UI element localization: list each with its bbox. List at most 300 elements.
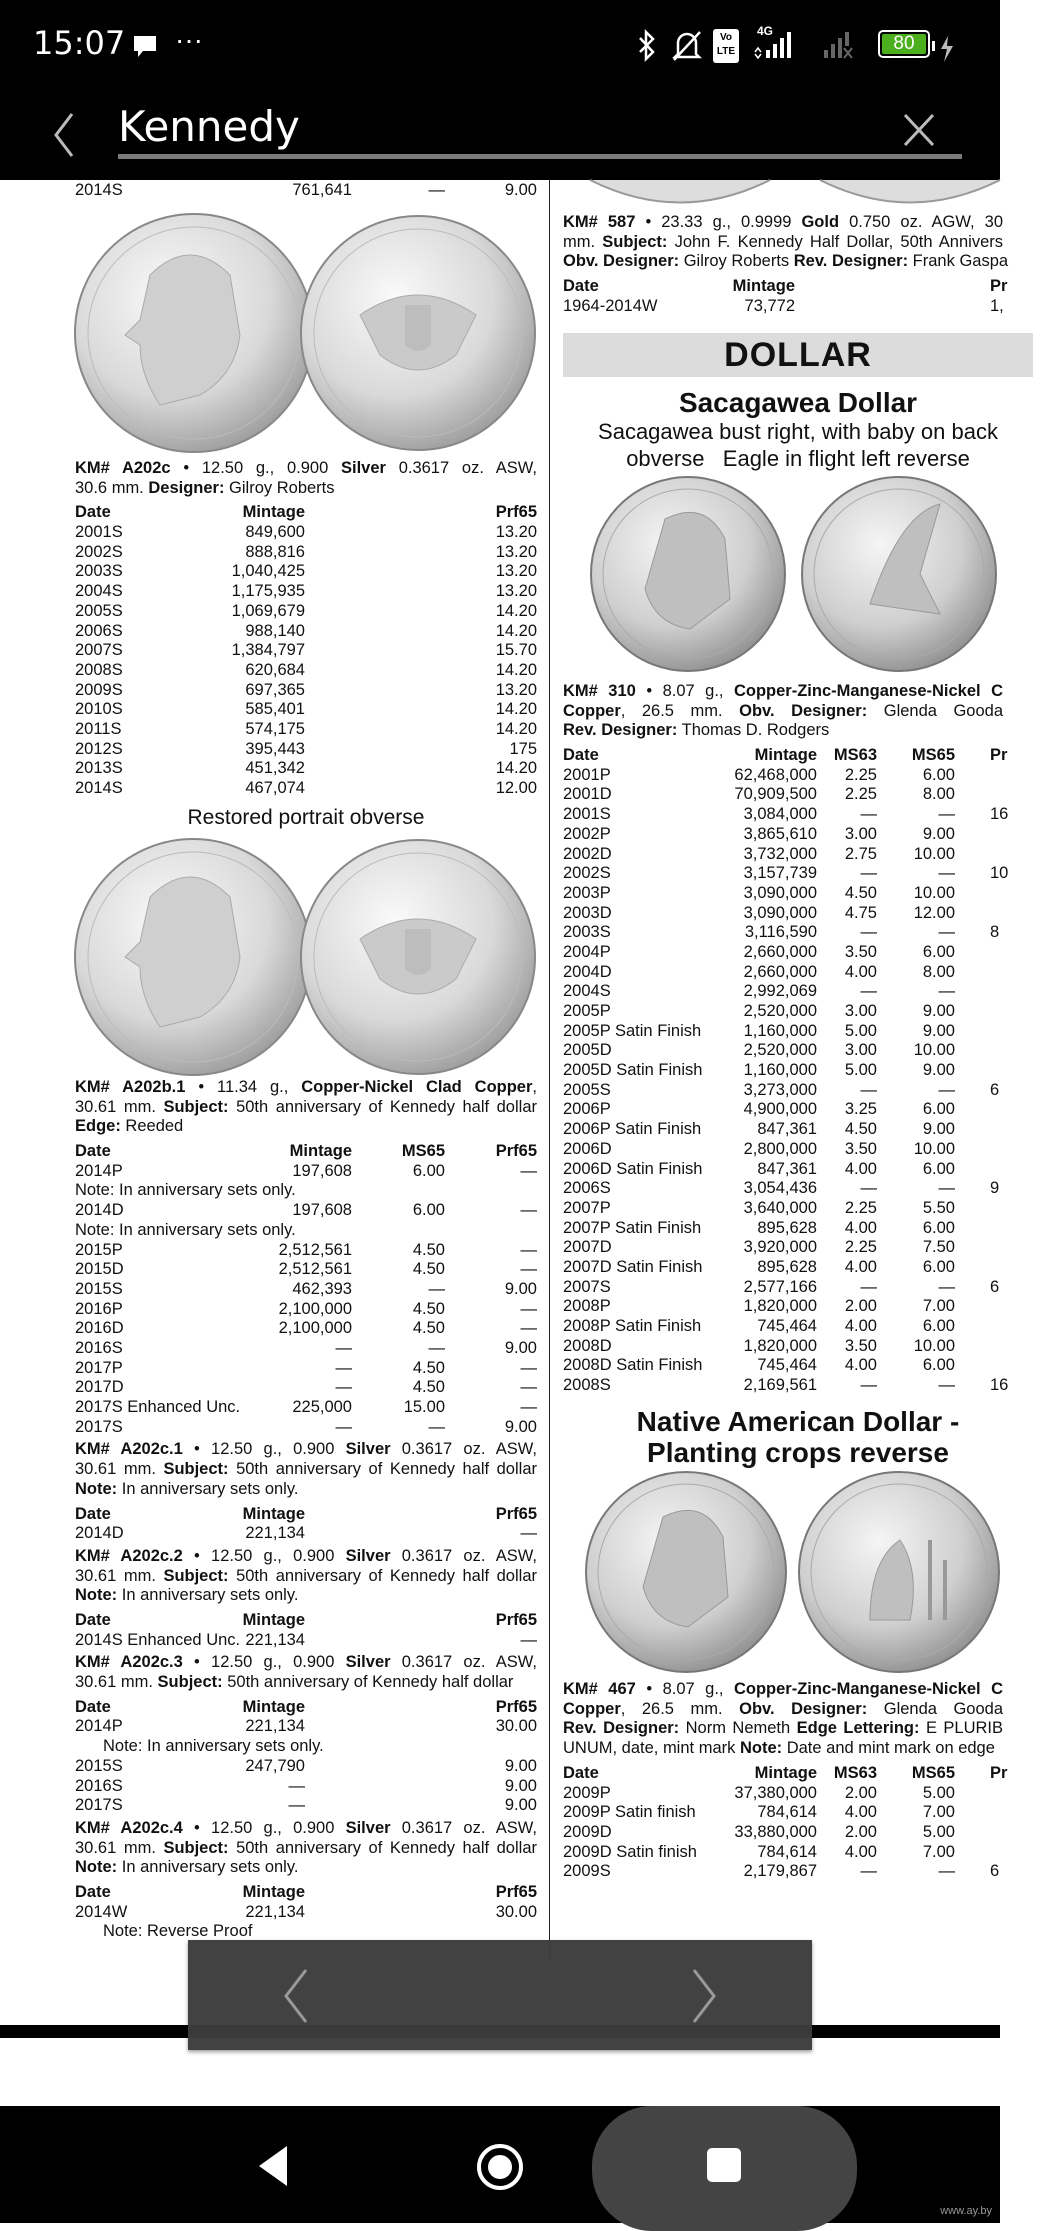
description-line xyxy=(75,1839,537,1859)
cell-prf65: — xyxy=(520,1201,537,1220)
cell-ms63: 2.00 xyxy=(844,1822,877,1841)
cell-date: 2016P xyxy=(75,1299,123,1318)
network-type: 4G xyxy=(757,24,774,38)
table-row xyxy=(563,1061,1043,1081)
header-date: Date xyxy=(75,1697,111,1716)
table-row xyxy=(75,1398,537,1418)
watermark: www.ay.by xyxy=(940,2205,992,2217)
description-line xyxy=(563,1700,1003,1720)
table-row xyxy=(563,943,1043,963)
description-label: Subject: xyxy=(163,1838,229,1857)
cell-ms65: — xyxy=(938,1376,955,1395)
cell-mintage: 3,865,610 xyxy=(743,824,817,843)
description-label: Subject: xyxy=(157,1673,223,1692)
cell-mintage: 73,772 xyxy=(744,296,795,315)
description-text: 0.750 oz. AGW, 30 xyxy=(839,213,1003,231)
description-text: • 12.50 g., 0.900 xyxy=(182,1546,346,1565)
header-prf65: Prf65 xyxy=(495,1883,537,1902)
cell-date: 2004D xyxy=(563,962,612,981)
description-label: Copper-Nickel Clad Copper xyxy=(301,1078,533,1096)
cell-ms63: 4.00 xyxy=(844,962,877,981)
description-text: Glenda Gooda xyxy=(867,701,1004,720)
coin-description xyxy=(563,682,1043,741)
table-row xyxy=(563,805,1043,825)
table-row xyxy=(563,1784,1043,1804)
description-text: UNUM, date, mint mark xyxy=(563,1739,740,1758)
description-text: 50th anniversary of Kennedy half dollar xyxy=(228,1460,537,1479)
cell-mintage: 620,684 xyxy=(245,660,305,679)
cell-date: 2014S Enhanced Unc. xyxy=(75,1630,241,1649)
description-label: Obv. Designer: xyxy=(739,1699,868,1718)
description-text: 0.3617 oz. ASW, xyxy=(390,1440,538,1459)
native-american-heading xyxy=(563,1406,1033,1468)
description-line xyxy=(563,721,1003,741)
left-column xyxy=(75,0,537,2030)
cell-mintage: 1,069,679 xyxy=(231,601,305,620)
mintage-table xyxy=(75,1698,537,1816)
cell-mintage: 784,614 xyxy=(757,1842,817,1861)
table-header xyxy=(563,1764,1043,1784)
cell-date: 2016S xyxy=(75,1776,123,1795)
table-row xyxy=(563,1823,1043,1843)
cell-ms63: 5.00 xyxy=(844,1061,877,1080)
description-text: Thomas D. Rodgers xyxy=(677,721,830,740)
cell-prf65: 14.20 xyxy=(495,621,537,640)
cell-ms65: 7.00 xyxy=(922,1297,955,1316)
cell-date: 2007S xyxy=(75,641,123,660)
cell-mintage: 3,920,000 xyxy=(743,1238,817,1257)
table-row xyxy=(75,1757,537,1777)
cell-date: 2003S xyxy=(75,562,123,581)
cell-mintage: 221,134 xyxy=(245,1524,305,1543)
back-button[interactable] xyxy=(255,2144,295,2190)
table-row xyxy=(75,779,537,799)
cell-mintage: — xyxy=(335,1358,352,1377)
header-mintage: Mintage xyxy=(242,503,305,522)
header-ms63: MS63 xyxy=(833,746,877,765)
cell-prf65: 14.20 xyxy=(495,719,537,738)
mintage-table xyxy=(75,1142,537,1437)
cell-date: 2003D xyxy=(563,903,612,922)
cell-date: 2014S xyxy=(75,181,123,199)
cell-ms65: 9.00 xyxy=(922,1061,955,1080)
cell-ms65: 7.00 xyxy=(922,1842,955,1861)
cell-prf65: 13.20 xyxy=(495,582,537,601)
coin-obverse-image xyxy=(586,1472,786,1672)
cell-mintage: 1,040,425 xyxy=(231,562,305,581)
table-row xyxy=(563,864,1043,884)
description-label: Subject: xyxy=(602,232,668,251)
cell-mintage: 197,608 xyxy=(292,1161,352,1180)
cell-mintage: 395,443 xyxy=(245,739,305,758)
cell-date: 2008D Satin Finish xyxy=(563,1356,703,1375)
description-line xyxy=(563,213,1003,233)
table-row xyxy=(75,759,537,779)
cell-date: 1964-2014W xyxy=(563,296,658,315)
header-mintage: Mintage xyxy=(754,746,817,765)
cell-ms65: 6.00 xyxy=(412,1201,445,1220)
header-mintage: Mintage xyxy=(242,1611,305,1630)
cell-prf: 10 xyxy=(990,864,1009,883)
table-note: Note: In anniversary sets only. xyxy=(75,1181,296,1200)
description-text: • 8.07 g., xyxy=(635,682,734,700)
cell-mintage: 1,820,000 xyxy=(743,1336,817,1355)
cell-ms63: 4.00 xyxy=(844,1356,877,1375)
mintage-table xyxy=(75,1883,537,1942)
cell-ms65: 7.00 xyxy=(922,1803,955,1822)
cell-ms65: — xyxy=(938,923,955,942)
cell-mintage: 197,608 xyxy=(292,1201,352,1220)
cell-prf: 6 xyxy=(990,1277,1000,1296)
table-row xyxy=(563,766,1043,786)
cell-prf: 16 xyxy=(990,805,1009,824)
header-mintage: Mintage xyxy=(732,277,795,296)
description-text: 30.61 mm. xyxy=(75,1838,164,1857)
cell-prf65: 175 xyxy=(509,739,537,758)
sacagawea-subtitle-2: obverse Eagle in flight left reverse xyxy=(626,446,970,471)
cell-ms63: — xyxy=(860,805,877,824)
header-ms63: MS63 xyxy=(833,1763,877,1782)
cell-date: 2003P xyxy=(563,883,611,902)
table-row xyxy=(75,1359,537,1379)
description-label: Silver xyxy=(345,1440,391,1459)
header-date: Date xyxy=(75,503,111,522)
cell-ms63: 4.00 xyxy=(844,1218,877,1237)
cell-ms65: 9.00 xyxy=(922,824,955,843)
cell-prf: 16 xyxy=(990,1376,1009,1395)
cell-ms65: 6.00 xyxy=(922,942,955,961)
header-ms65: MS65 xyxy=(911,746,955,765)
cell-prf65: — xyxy=(520,1299,537,1318)
cell-ms63: 3.00 xyxy=(844,1002,877,1021)
table-row xyxy=(563,1081,1043,1101)
cell-ms63: 4.00 xyxy=(844,1159,877,1178)
cell-ms65: — xyxy=(938,1080,955,1099)
description-label: Rev. Designer: xyxy=(563,1719,680,1738)
description-text: 0.3617 oz. ASW, xyxy=(390,1546,538,1565)
description-label: Note: xyxy=(75,1479,118,1498)
cell-mintage: 467,074 xyxy=(245,779,305,798)
cell-ms63: — xyxy=(860,1376,877,1395)
description-label: Silver xyxy=(341,459,386,477)
description-text: Date and mint mark on edge xyxy=(782,1739,995,1758)
table-row xyxy=(563,825,1043,845)
cell-date: 2017S xyxy=(75,1417,123,1436)
description-label: KM# A202c.2 xyxy=(75,1546,183,1565)
table-row xyxy=(563,1002,1043,1022)
description-line xyxy=(75,1117,537,1137)
native-title-2: Planting crops reverse xyxy=(647,1437,949,1468)
description-label: Copper xyxy=(563,701,621,720)
cell-ms65: 10.00 xyxy=(913,844,955,863)
description-line xyxy=(75,1098,537,1118)
header-mintage: Mintage xyxy=(242,1504,305,1523)
cell-date: 2016D xyxy=(75,1319,124,1338)
cell-date: 2014P xyxy=(75,1161,123,1180)
cell-mintage: 784,614 xyxy=(757,1803,817,1822)
carryover-row xyxy=(75,181,537,201)
description-label: Silver xyxy=(345,1818,391,1837)
cell-date: 2007S xyxy=(563,1277,611,1296)
description-label: Note: xyxy=(75,1858,118,1877)
cell-ms63: 5.00 xyxy=(844,1021,877,1040)
cell-date: 2005D xyxy=(563,1041,612,1060)
table-row xyxy=(563,1317,1043,1337)
cell-prf65: 12.00 xyxy=(495,779,537,798)
cell-mintage: 451,342 xyxy=(245,759,305,778)
cell-date: 2015S xyxy=(75,1279,123,1298)
cell-ms63: 3.25 xyxy=(844,1100,877,1119)
cell-prf65: — xyxy=(520,1398,537,1417)
cell-mintage: 1,160,000 xyxy=(743,1061,817,1080)
table-row xyxy=(563,1100,1043,1120)
cell-ms63: — xyxy=(860,923,877,942)
table-row xyxy=(75,1280,537,1300)
description-text: 50th anniversary of Kennedy half dollar xyxy=(228,1566,537,1585)
header-prf: Pr xyxy=(990,277,1008,296)
coin-reverse-image xyxy=(802,477,996,671)
cell-mintage: 988,140 xyxy=(245,621,305,640)
kennedy-2017-coin-images xyxy=(0,832,462,1078)
mintage-table xyxy=(563,1764,1043,1882)
description-text: 30.6 mm. xyxy=(75,478,149,497)
description-label: Edge: xyxy=(75,1117,121,1136)
cell-ms63: 3.50 xyxy=(844,1139,877,1158)
table-row xyxy=(563,963,1043,983)
description-label: KM# A202b.1 xyxy=(75,1078,186,1096)
description-text: Gilroy Roberts xyxy=(224,478,335,497)
table-row xyxy=(75,1339,537,1359)
cell-date: 2009P xyxy=(563,1783,611,1802)
cell-prf: 9 xyxy=(990,1179,1000,1198)
description-text: 50th anniversary of Kennedy half dollar xyxy=(222,1673,514,1692)
coin-description xyxy=(75,1078,537,1137)
sacagawea-title: Sacagawea Dollar xyxy=(678,387,918,418)
cell-mintage: 2,100,000 xyxy=(278,1299,352,1318)
table-row xyxy=(75,681,537,701)
cell-mintage: 3,054,436 xyxy=(743,1179,817,1198)
cell-ms65: 10.00 xyxy=(913,1336,955,1355)
section-km-467 xyxy=(563,1680,1043,1885)
header-prf65: Prf65 xyxy=(495,1504,537,1523)
description-line xyxy=(75,1673,537,1693)
cell-mintage: 3,116,590 xyxy=(744,923,817,942)
cell-mintage: 888,816 xyxy=(245,542,305,561)
cell-mintage: 3,732,000 xyxy=(743,844,817,863)
cell-mintage: — xyxy=(335,1378,352,1397)
description-label: Subject: xyxy=(163,1566,229,1585)
cell-ms65: 10.00 xyxy=(913,1041,955,1060)
header-mintage: Mintage xyxy=(289,1142,352,1161)
cell-prf: 1, xyxy=(990,296,1004,315)
native-title-1: Native American Dollar - xyxy=(636,1406,960,1437)
coin-entry xyxy=(75,1653,537,1816)
table-header xyxy=(563,746,1043,766)
cell-date: 2008S xyxy=(75,660,123,679)
cell-date: 2005S xyxy=(75,601,123,620)
cell-prf65: 9.00 xyxy=(504,1279,537,1298)
description-text: Gilroy Roberts xyxy=(679,252,794,271)
cell-date: 2006P Satin Finish xyxy=(563,1120,702,1139)
coin-description xyxy=(75,1819,537,1878)
table-row xyxy=(563,1041,1043,1061)
cell-ms65: 7.50 xyxy=(922,1238,955,1257)
cell-mintage: 462,393 xyxy=(292,1279,352,1298)
cell-mintage: 2,660,000 xyxy=(743,942,817,961)
table-row xyxy=(75,1796,537,1816)
cell-ms63: 4.00 xyxy=(844,1842,877,1861)
system-navigation-bar xyxy=(0,2106,1000,2223)
cell-date: 2001D xyxy=(563,785,612,804)
section-km-310 xyxy=(563,682,1043,1399)
next-page-button[interactable] xyxy=(684,1968,724,2024)
cell-prf65: 9.00 xyxy=(504,1776,537,1795)
table-note: Note: Reverse Proof xyxy=(103,1922,253,1941)
header-date: Date xyxy=(75,1883,111,1902)
cell-ms65: 8.00 xyxy=(922,785,955,804)
cell-mintage: 3,157,739 xyxy=(743,864,817,883)
cell-prf65: 15.70 xyxy=(495,641,537,660)
cell-date: 2007P Satin Finish xyxy=(563,1218,702,1237)
description-text: 0.3617 oz. ASW, xyxy=(385,459,537,477)
header-prf65: Prf65 xyxy=(495,1697,537,1716)
description-line xyxy=(563,233,1003,253)
table-row xyxy=(75,1903,537,1923)
table-row xyxy=(563,1179,1043,1199)
table-row xyxy=(563,1140,1043,1160)
cell-date: 2009D xyxy=(563,1822,612,1841)
table-row xyxy=(563,982,1043,1002)
table-row xyxy=(563,1843,1043,1863)
header-mintage: Mintage xyxy=(754,1763,817,1782)
column-divider xyxy=(549,180,550,1960)
table-row xyxy=(563,1258,1043,1278)
cell-ms65: — xyxy=(428,1338,445,1357)
cell-mintage: 895,628 xyxy=(757,1218,817,1237)
description-text: • 12.50 g., 0.900 xyxy=(182,1440,346,1459)
table-row xyxy=(75,1378,537,1398)
description-label: Silver xyxy=(345,1653,391,1672)
table-header xyxy=(75,1883,537,1903)
cell-date: 2004P xyxy=(563,942,611,961)
cell-ms65: 4.50 xyxy=(412,1358,445,1377)
cell-prf65: 13.20 xyxy=(495,562,537,581)
cell-ms65: 9.00 xyxy=(922,1120,955,1139)
cell-date: 2006P xyxy=(563,1100,611,1119)
cell-date: 2002D xyxy=(563,844,612,863)
cell-mintage: 3,090,000 xyxy=(743,883,817,902)
cell-ms65: — xyxy=(938,1179,955,1198)
table-row xyxy=(563,923,1043,943)
table-row xyxy=(75,1241,537,1261)
kennedy-gold-coin-images-partial xyxy=(555,180,1035,212)
coin-entry xyxy=(75,1819,537,1942)
cell-date: 2001S xyxy=(75,523,123,542)
cell-date: 2010S xyxy=(75,700,123,719)
cell-mintage: 849,600 xyxy=(245,523,305,542)
cell-mintage: 697,365 xyxy=(245,680,305,699)
description-label: KM# 467 xyxy=(563,1680,636,1698)
section-km-587 xyxy=(563,213,1043,319)
table-row xyxy=(563,1160,1043,1180)
home-button[interactable] xyxy=(475,2142,525,2192)
cell-date: 2001S xyxy=(563,805,611,824)
cell-prf65: 9.00 xyxy=(504,1338,537,1357)
description-label: Note: xyxy=(75,1586,118,1605)
description-text: 50th anniversary of Kennedy half dollar xyxy=(228,1838,537,1857)
cell-date: 2016S xyxy=(75,1338,123,1357)
more-notifications-icon: ··· xyxy=(175,24,203,55)
coin-obverse-image xyxy=(590,180,770,203)
description-text: Glenda Gooda xyxy=(867,1699,1004,1718)
cell-prf65: 13.20 xyxy=(495,680,537,699)
native-american-coin-images xyxy=(0,1470,480,1675)
description-text: • 8.07 g., xyxy=(635,1680,734,1698)
cell-prf65: 9.00 xyxy=(504,1756,537,1775)
header-prf65: Prf65 xyxy=(495,1142,537,1161)
table-row xyxy=(563,1278,1043,1298)
cell-date: 2005P xyxy=(563,1002,611,1021)
cell-mintage: 2,577,166 xyxy=(743,1277,817,1296)
coin-reverse-image xyxy=(820,180,1000,203)
table-header xyxy=(75,1142,537,1162)
cell-mintage: — xyxy=(335,1417,352,1436)
description-label: Subject: xyxy=(163,1097,229,1116)
cell-date: 2003S xyxy=(563,923,611,942)
table-note: Note: In anniversary sets only. xyxy=(103,1737,324,1756)
cell-date: 2009D Satin finish xyxy=(563,1842,697,1861)
description-label: Obv. Designer: xyxy=(739,701,868,720)
cell-mintage: — xyxy=(288,1776,305,1795)
previous-page-button[interactable] xyxy=(276,1968,316,2024)
header-prf: Pr xyxy=(990,1763,1008,1782)
cell-ms65: 6.00 xyxy=(922,1317,955,1336)
description-text: In anniversary sets only. xyxy=(117,1479,299,1498)
cell-date: 2015D xyxy=(75,1260,124,1279)
cell-date: 2005S xyxy=(563,1080,611,1099)
cell-mintage: 847,361 xyxy=(757,1120,817,1139)
cell-date: 2006D xyxy=(563,1139,612,1158)
description-label: Copper xyxy=(563,1699,621,1718)
cell-ms63: 4.00 xyxy=(844,1803,877,1822)
table-row xyxy=(563,297,1043,317)
description-text: • 23.33 g., 0.9999 xyxy=(635,213,802,231)
cell-prf: 6 xyxy=(990,1080,1000,1099)
description-label: Copper-Zinc-Manganese-Nickel C xyxy=(733,1680,1003,1698)
description-line xyxy=(563,1719,1003,1739)
header-prf65: Prf65 xyxy=(495,503,537,522)
cell-prf65: 9.00 xyxy=(504,1417,537,1436)
cell-mintage: 895,628 xyxy=(757,1257,817,1276)
cell-mintage: 745,464 xyxy=(757,1317,817,1336)
coin-entry xyxy=(563,1680,1043,1882)
table-row xyxy=(75,1418,537,1438)
cell-date: 2006S xyxy=(75,621,123,640)
description-text: E PLURIB xyxy=(919,1719,1003,1738)
cell-prf65: — xyxy=(520,1378,537,1397)
description-text: Frank Gaspa xyxy=(908,252,1009,271)
cell-prf65: — xyxy=(520,1260,537,1279)
header-date: Date xyxy=(563,1763,599,1782)
cell-date: 2014D xyxy=(75,1201,124,1220)
search-input[interactable]: Kennedy xyxy=(118,102,300,151)
recents-button[interactable] xyxy=(705,2146,745,2186)
cell-ms63: 3.00 xyxy=(844,1041,877,1060)
cell-ms65: 15.00 xyxy=(403,1398,445,1417)
cell-ms65: 6.00 xyxy=(922,1100,955,1119)
cell-date: 2006S xyxy=(563,1179,611,1198)
table-row xyxy=(75,700,537,720)
